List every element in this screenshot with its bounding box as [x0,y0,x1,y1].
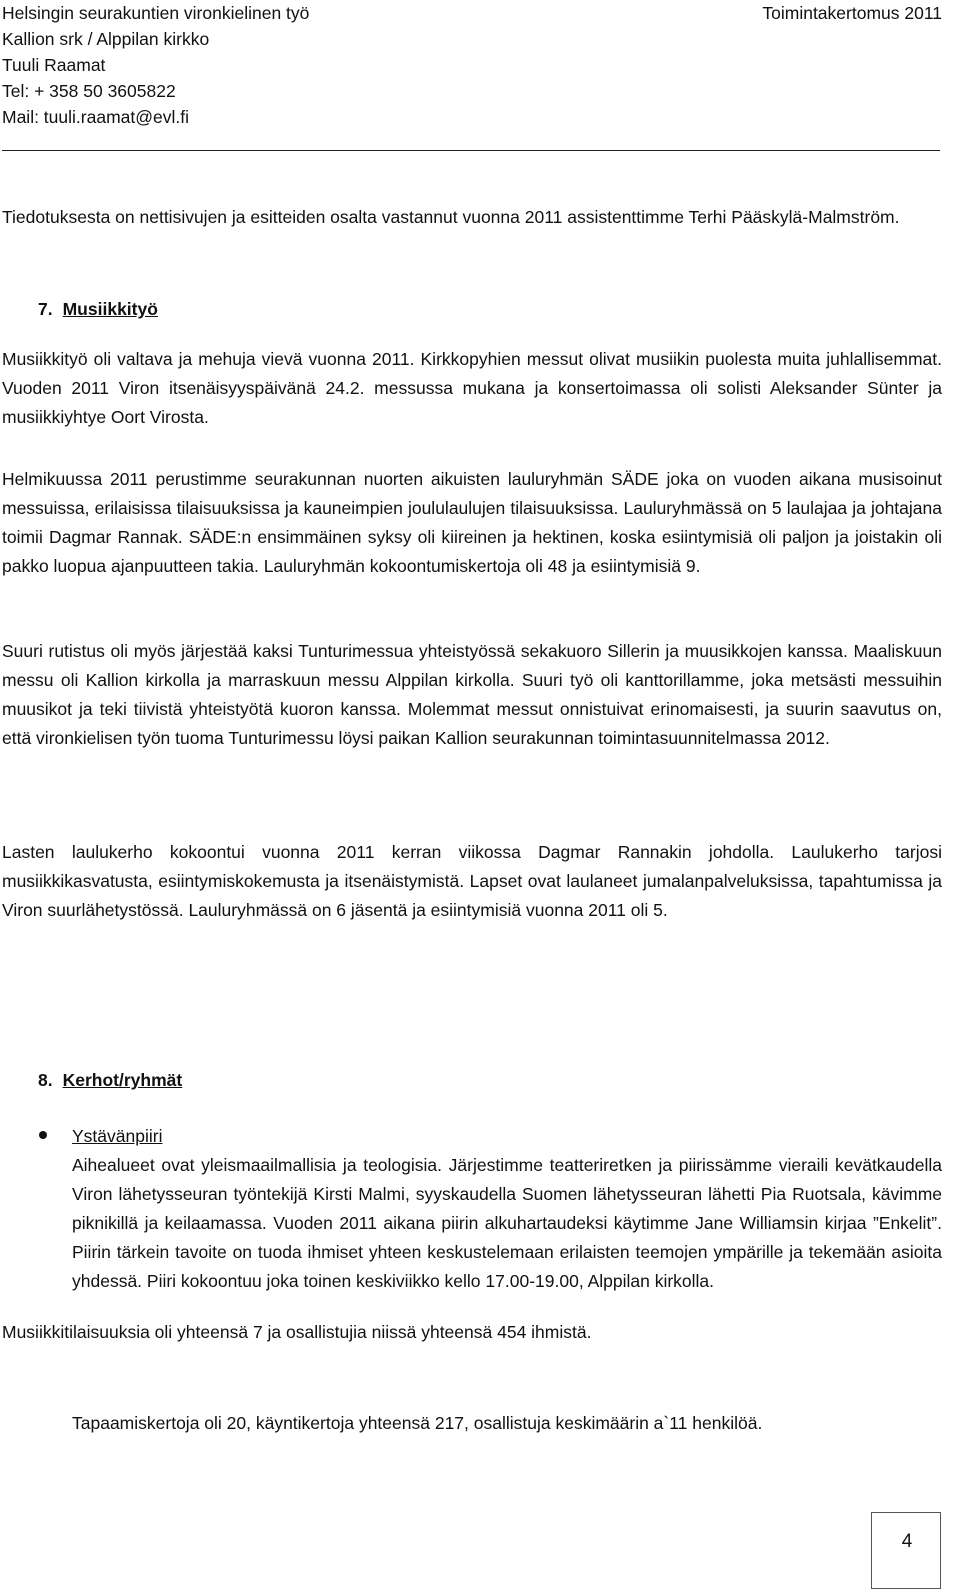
header-phone: Tel: + 358 50 3605822 [2,81,176,101]
intro-paragraph: Tiedotuksesta on nettisivujen ja esitteiden osalta vastannut vuonna 2011 assistenttimme Terhi Pääskylä-Malmström. [2,207,900,227]
page-header [2,0,942,130]
section-heading-kerhot [38,1066,182,1094]
header-parish: Kallion srk / Alppilan kirkko [2,29,210,49]
music-paragraph-3: Suuri rutistus oli myös järjestää kaksi Tunturimessua yhteistyössä sekakuoro Sillerin ja muusikkojen kanssa. Maaliskuun messu oli Kallion kirkolla ja marraskuun messu Alppilan kirkolla. Suuri työ oli kanttorillamme, joka metsästi messuihin muusikot ja teki tiivistä yhteistyötä kuoron kanssa. Molemmat messut onnistuivat erinomaisesti, ja suurin saavutus on, että vironkielisen työn tuoma Tunturimessu löysi paikan Kallion seurakunnan toimintasuunnitelmassa 2012. [2,641,942,748]
header-email: Mail: tuuli.raamat@evl.fi [2,107,189,127]
music-paragraph-1: Musiikkityö oli valtava ja mehuja vievä vuonna 2011. Kirkkopyhien messut olivat musiikin puolesta muita juhlallisemmat. Vuoden 2011 Viron itsenäisyyspäivänä 24.2. messussa mukana ja konsertoimassa oli solisti Aleksander Sünter ja musiikkiyhtye Oort Virosta. [2,349,942,427]
page-number-box [871,1512,941,1589]
header-organization: Helsingin seurakuntien vironkielinen työ [2,3,310,23]
header-report-title: Toimintakertomus 2011 [762,3,942,23]
music-summary: Musiikkitilaisuuksia oli yhteensä 7 ja osallistujia niissä yhteensä 454 ihmistä. [2,1322,592,1342]
section-number: 8. [38,1070,53,1090]
group-statistics: Tapaamiskertoja oli 20, käyntikertoja yhteensä 217, osallistuja keskimäärin a`11 henkilöä. [72,1413,763,1433]
header-divider [2,150,940,151]
section-number: 7. [38,299,53,319]
group-title: Ystävänpiiri [72,1126,163,1146]
music-paragraph-4: Lasten laulukerho kokoontui vuonna 2011 kerran viikossa Dagmar Rannakin johdolla. Laulukerho tarjosi musiikkikasvatusta, esiintymiskokemusta ja itsenäistymistä. Lapset ovat laulaneet jumalanpalveluksissa, tapahtumissa ja Viron suurlähetystössä. Lauluryhmässä on 6 jäsentä ja esiintymisiä vuonna 2011 oli 5. [2,842,942,920]
group-description: Aihealueet ovat yleismaailmallisia ja teologisia. Järjestimme teatteriretken ja piirissämme vieraili kevätkaudella Viron lähetysseuran työntekijä Kirsti Malmi, syyskaudella Suomen lähetysseuran lähetti Pia Ruotsala, kävimme piknikillä ja keilaamassa. Vuoden 2011 aikana piirin alkuhartaudeksi käytimme Jane Williamsin kirjaa ”Enkelit”. Piirin tärkein tavoite on tuoda ihmiset yhteen keskustelemaan erilaisten teemojen ympärille ja tekemään asioita yhdessä. Piiri kokoontuu joka toinen keskiviikko kello 17.00-19.00, Alppilan kirkolla. [72,1155,942,1291]
section-heading-musiikkityo [38,295,158,323]
header-contact-name: Tuuli Raamat [2,55,106,75]
bullet-icon [39,1131,47,1139]
section-title: Musiikkityö [62,299,158,319]
music-paragraph-2: Helmikuussa 2011 perustimme seurakunnan nuorten aikuisten lauluryhmän SÄDE joka on vuoden aikana musisoinut messuissa, erilaisissa tilaisuuksissa ja kauneimpien joululaulujen tilaisuuksissa. Lauluryhmässä on 5 laulajaa ja johtajana toimii Dagmar Rannak. SÄDE:n ensimmäinen syksy oli kiireinen ja hektinen, koska esiintymisiä oli paljon ja joistakin oli pakko luopua ajanpuutteen takia. Lauluryhmän kokoontumiskertoja oli 48 ja esiintymisiä 9. [2,469,942,576]
section-title: Kerhot/ryhmät [62,1070,183,1090]
page-number: 4 [901,1531,913,1552]
